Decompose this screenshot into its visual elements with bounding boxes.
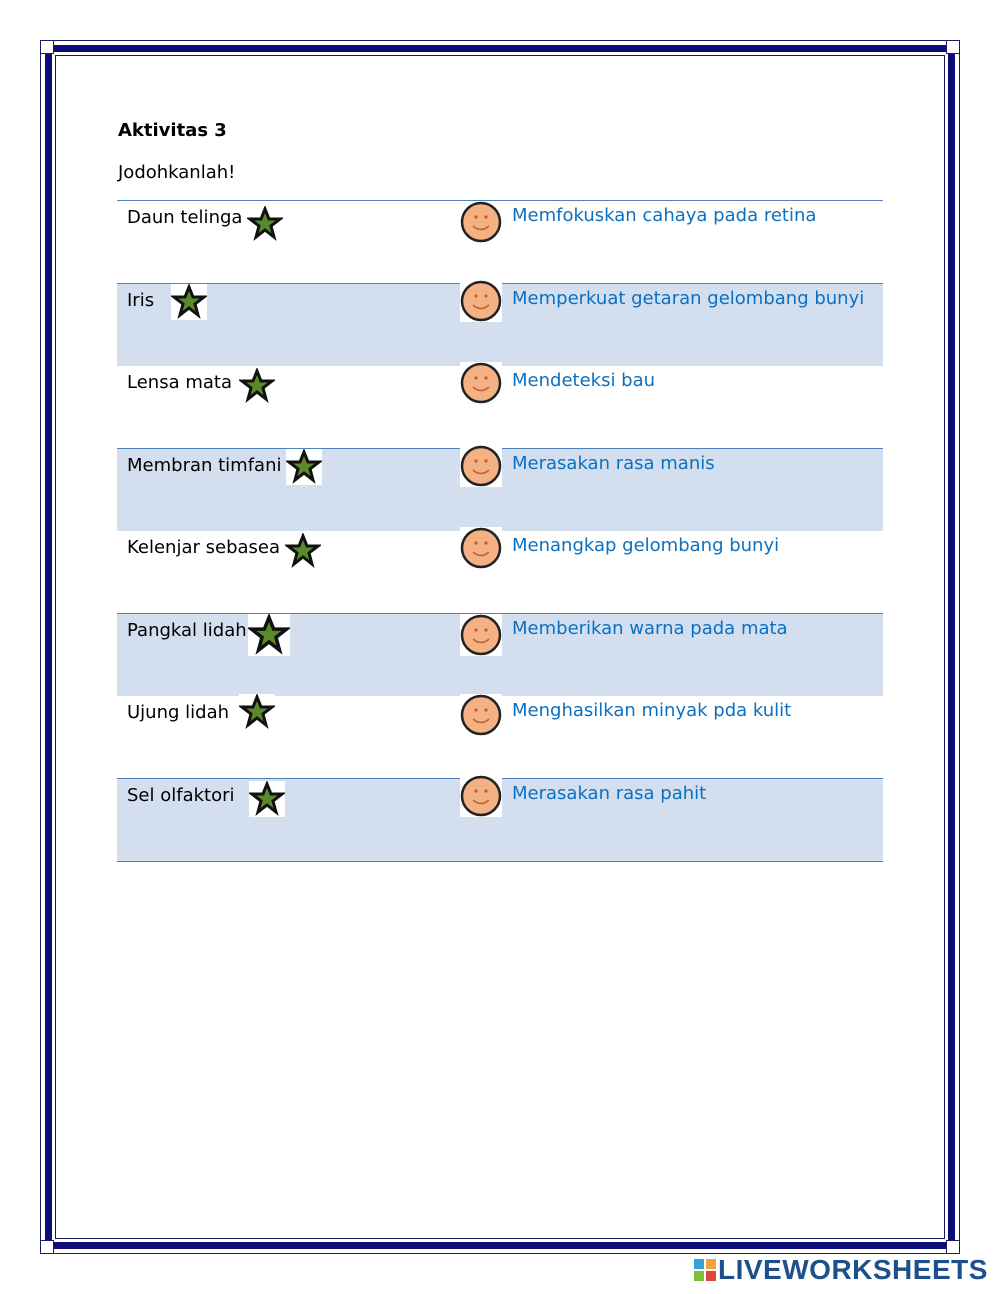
star-connector-icon[interactable] <box>285 533 321 569</box>
match-label: Menghasilkan minyak pda kulit <box>512 700 792 721</box>
term-label: Sel olfaktori <box>127 785 235 806</box>
term-label: Lensa mata <box>127 372 232 393</box>
match-label: Merasakan rasa manis <box>512 453 715 474</box>
table-row <box>117 531 883 613</box>
activity-title: Aktivitas 3 <box>118 120 227 141</box>
smiley-connector-icon[interactable] <box>460 775 502 817</box>
smiley-connector-icon[interactable] <box>460 280 502 322</box>
match-label: Menangkap gelombang bunyi <box>512 535 780 556</box>
smiley-connector-icon[interactable] <box>460 614 502 656</box>
term-label: Daun telinga <box>127 207 243 228</box>
star-connector-icon[interactable] <box>239 368 275 404</box>
star-connector-icon[interactable] <box>248 614 290 656</box>
table-row <box>117 778 883 861</box>
smiley-connector-icon[interactable] <box>460 527 502 569</box>
border-corner <box>40 1240 54 1254</box>
brand-text: LIVEWORKSHEETS <box>718 1254 988 1285</box>
smiley-connector-icon[interactable] <box>460 201 502 243</box>
star-connector-icon[interactable] <box>286 449 322 485</box>
liveworksheets-brand <box>694 1254 988 1286</box>
term-label: Membran timfani <box>127 455 282 476</box>
match-label: Memfokuskan cahaya pada retina <box>512 205 817 226</box>
smiley-connector-icon[interactable] <box>460 362 502 404</box>
match-label: Memberikan warna pada mata <box>512 618 788 639</box>
star-connector-icon[interactable] <box>171 284 207 320</box>
border-corner <box>40 40 54 54</box>
term-label: Iris <box>127 290 155 311</box>
term-label: Ujung lidah <box>127 702 230 723</box>
liveworksheets-logo-icon <box>694 1259 716 1281</box>
matching-table <box>117 200 883 862</box>
table-row <box>117 201 883 283</box>
star-connector-icon[interactable] <box>249 781 285 817</box>
table-row <box>117 448 883 531</box>
smiley-connector-icon[interactable] <box>460 445 502 487</box>
match-label: Memperkuat getaran gelombang bunyi <box>512 288 865 309</box>
table-row <box>117 283 883 366</box>
table-row <box>117 696 883 778</box>
match-label: Merasakan rasa pahit <box>512 783 707 804</box>
term-label: Pangkal lidah <box>127 620 247 641</box>
border-corner <box>946 40 960 54</box>
term-label: Kelenjar sebasea <box>127 537 281 558</box>
border-corner <box>946 1240 960 1254</box>
smiley-connector-icon[interactable] <box>460 694 502 736</box>
match-label: Mendeteksi bau <box>512 370 656 391</box>
star-connector-icon[interactable] <box>247 206 283 242</box>
instruction-text: Jodohkanlah! <box>118 162 236 183</box>
star-connector-icon[interactable] <box>239 694 275 730</box>
table-row <box>117 366 883 448</box>
table-row <box>117 613 883 696</box>
